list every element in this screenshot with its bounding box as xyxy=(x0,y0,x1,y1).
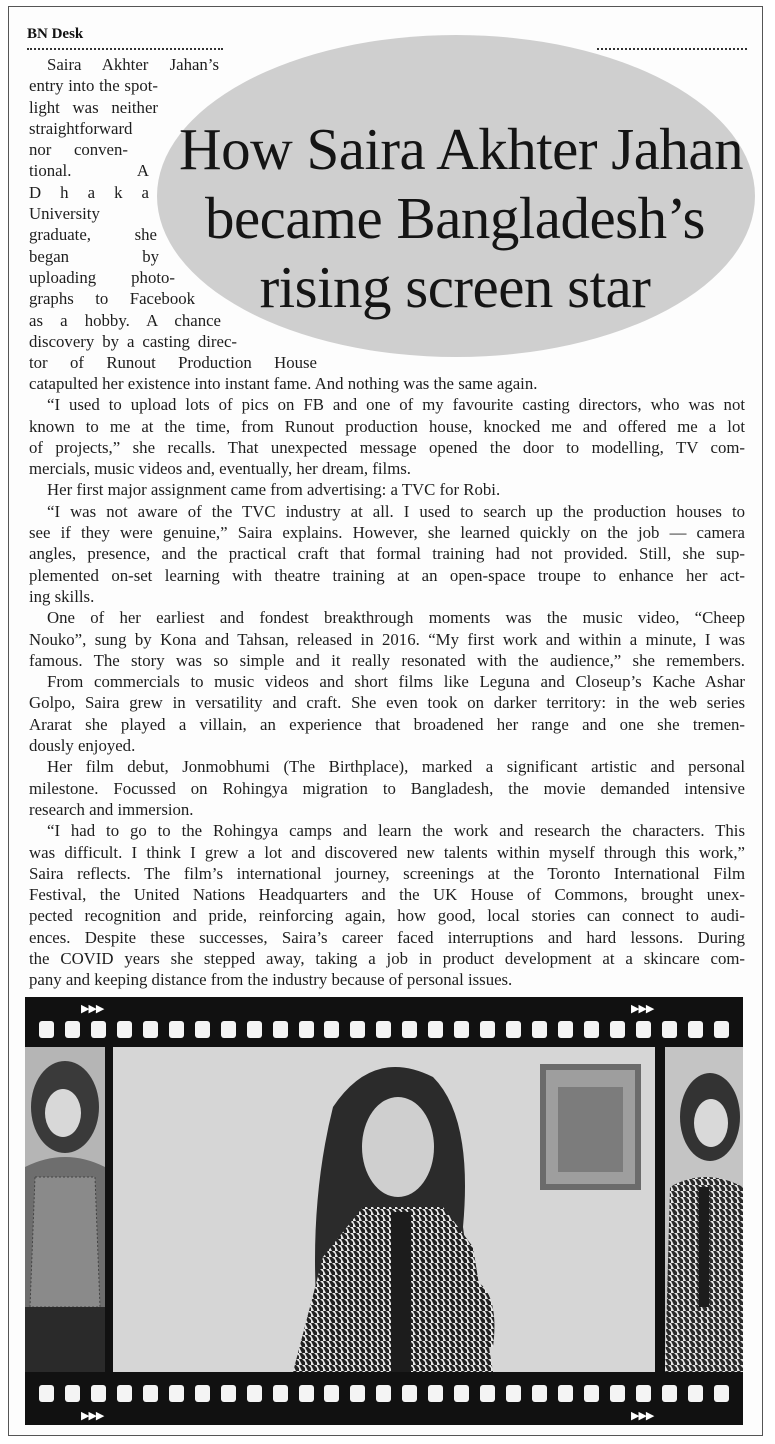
intro-line: graphs to Facebook xyxy=(29,289,195,309)
sprocket-hole xyxy=(299,1385,314,1402)
sprocket-hole xyxy=(402,1021,417,1038)
headline-line: became Bangladesh’s xyxy=(204,185,705,251)
sprocket-hole xyxy=(195,1021,210,1038)
sprocket-hole xyxy=(91,1021,106,1038)
sprocket-hole xyxy=(376,1021,391,1038)
sprocket-hole xyxy=(480,1021,495,1038)
body-line: ing skills. xyxy=(29,586,95,606)
sprocket-hole xyxy=(350,1385,365,1402)
sprocket-hole xyxy=(636,1385,651,1402)
sprocket-hole xyxy=(454,1021,469,1038)
body-line: “I was not aware of the TVC industry at all. I used to search up the production houses to xyxy=(47,501,745,521)
body-line: “I had to go to the Rohingya camps and learn the work and research the characters. This xyxy=(47,821,745,841)
body-line: Nouko”, sung by Kona and Tahsan, released in 2016. “My first work and within a minute, I was xyxy=(29,629,745,649)
photo-frame-left xyxy=(25,1047,105,1372)
intro-line: University xyxy=(29,204,100,224)
body-line: “I used to upload lots of pics on FB and one of my favourite casting directors, who was not xyxy=(47,395,745,415)
body-line: From commercials to music videos and short films like Leguna and Closeup’s Kache Ashar xyxy=(47,672,745,692)
sprocket-hole xyxy=(169,1021,184,1038)
sprocket-hole xyxy=(454,1385,469,1402)
sprocket-hole xyxy=(558,1021,573,1038)
body-line: Saira reflects. The film’s international journey, screenings at the Toronto International Film xyxy=(29,863,745,883)
sprocket-hole xyxy=(428,1021,443,1038)
sprocket-hole xyxy=(221,1385,236,1402)
sprocket-hole xyxy=(506,1385,521,1402)
body-line: Ararat she played a villain, an experience that broadened her range and one she tremen- xyxy=(29,714,745,734)
sprocket-hole xyxy=(610,1021,625,1038)
body-line: One of her earliest and fondest breakthrough moments was the music video, “Cheep xyxy=(47,608,745,628)
intro-line: straightforward xyxy=(29,118,133,138)
sprocket-hole xyxy=(714,1021,729,1038)
sprocket-hole xyxy=(299,1021,314,1038)
sprocket-hole xyxy=(532,1021,547,1038)
sprocket-hole xyxy=(636,1021,651,1038)
filmstrip-arrow-icon: ▶▶▶ xyxy=(81,1002,104,1015)
body-line: known to me at the time, from Runout production house, knocked me and offered me a lot xyxy=(29,416,745,436)
body-line: of projects,” she recalls. That unexpected message opened the door to modelling, TV com- xyxy=(29,437,745,457)
portrait-right-image xyxy=(665,1047,743,1372)
sprocket-hole xyxy=(428,1385,443,1402)
body-line: famous. The story was so simple and it really resonated with the audience,” she remembers. xyxy=(29,650,745,670)
portrait-main-image xyxy=(113,1047,655,1372)
body-line: ences. Despite these successes, Saira’s career faced interruptions and hard lessons. During xyxy=(29,927,745,947)
body-line: Her first major assignment came from advertising: a TVC for Robi. xyxy=(47,480,501,500)
intro-line: uploading photo- xyxy=(29,267,175,287)
intro-line: D h a k a xyxy=(29,182,149,202)
sprocket-hole xyxy=(117,1385,132,1402)
body-line: plemented on-set learning with theatre training at an open-space troupe to enhance her act- xyxy=(29,565,745,585)
byline-dotted-rule-left xyxy=(27,48,223,50)
sprocket-hole xyxy=(65,1385,80,1402)
sprocket-hole xyxy=(506,1021,521,1038)
intro-line: graduate, she xyxy=(29,225,157,245)
sprocket-hole xyxy=(402,1385,417,1402)
intro-line: nor conven- xyxy=(29,140,128,160)
sprocket-hole xyxy=(532,1385,547,1402)
sprocket-hole xyxy=(480,1385,495,1402)
sprocket-hole xyxy=(221,1021,236,1038)
intro-line: light was neither xyxy=(29,97,158,117)
sprocket-hole xyxy=(662,1021,677,1038)
intro-line: entry into the spot- xyxy=(29,76,158,96)
body-line: Her film debut, Jonmobhumi (The Birthplace), marked a significant artistic and personal xyxy=(47,757,745,777)
intro-line: tional. A xyxy=(29,161,149,181)
filmstrip-photo xyxy=(25,997,743,1425)
sprocket-hole xyxy=(247,1385,262,1402)
body-line: pany and keeping distance from the industry because of personal issues. xyxy=(29,970,513,990)
body-line: pected recognition and pride, reinforcing again, how good, local stories can connect to audi- xyxy=(29,906,745,926)
filmstrip-sprocket-row-top xyxy=(39,1021,729,1039)
filmstrip-arrow-icon: ▶▶▶ xyxy=(631,1409,654,1422)
article-body xyxy=(29,373,745,991)
body-line: milestone. Focussed on Rohingya migration to Bangladesh, the movie demanded intensive xyxy=(29,778,745,798)
sprocket-hole xyxy=(65,1021,80,1038)
photo-frame-main xyxy=(113,1047,655,1372)
sprocket-hole xyxy=(39,1021,54,1038)
sprocket-hole xyxy=(247,1021,262,1038)
body-line: Festival, the United Nations Headquarters and the UK House of Commons, brought unex- xyxy=(29,885,745,905)
sprocket-hole xyxy=(324,1385,339,1402)
newspaper-page xyxy=(8,6,763,1436)
intro-column xyxy=(29,54,317,373)
sprocket-hole xyxy=(143,1021,158,1038)
sprocket-hole xyxy=(688,1385,703,1402)
headline-line: rising screen star xyxy=(259,254,651,320)
sprocket-hole xyxy=(662,1385,677,1402)
sprocket-hole xyxy=(350,1021,365,1038)
sprocket-hole xyxy=(195,1385,210,1402)
byline: BN Desk xyxy=(27,26,84,42)
body-line: Golpo, Saira grew in versatility and craft. She even took on darker territory: in the web series xyxy=(29,693,745,713)
sprocket-hole xyxy=(584,1385,599,1402)
sprocket-hole xyxy=(584,1021,599,1038)
sprocket-hole xyxy=(376,1385,391,1402)
body-line: dously enjoyed. xyxy=(29,736,136,756)
body-line: see if they were genuine,” Saira explains. However, she learned quickly on the job — camera xyxy=(29,523,745,543)
headline-line: How Saira Akhter Jahan xyxy=(179,116,744,182)
intro-line: Saira Akhter Jahan’s xyxy=(47,55,219,74)
portrait-left-image xyxy=(25,1047,105,1372)
sprocket-hole xyxy=(117,1021,132,1038)
intro-line: tor of Runout Production House xyxy=(29,353,317,373)
sprocket-hole xyxy=(610,1385,625,1402)
photo-frame-right xyxy=(665,1047,743,1372)
sprocket-hole xyxy=(143,1385,158,1402)
intro-line: began by xyxy=(29,246,159,266)
body-line: the COVID years she stepped away, taking a job in product development at a skincare com- xyxy=(29,949,745,969)
body-line: was difficult. I think I grew a lot and discovered new talents within myself through this work,” xyxy=(29,842,745,862)
intro-line: as a hobby. A chance xyxy=(29,310,221,330)
byline-dotted-rule-right xyxy=(597,48,747,50)
intro-line: discovery by a casting direc- xyxy=(29,331,237,351)
filmstrip-sprocket-row-bottom xyxy=(39,1385,729,1403)
filmstrip-arrow-icon: ▶▶▶ xyxy=(81,1409,104,1422)
sprocket-hole xyxy=(714,1385,729,1402)
sprocket-hole xyxy=(39,1385,54,1402)
sprocket-hole xyxy=(688,1021,703,1038)
sprocket-hole xyxy=(558,1385,573,1402)
sprocket-hole xyxy=(91,1385,106,1402)
body-line: catapulted her existence into instant fame. And nothing was the same again. xyxy=(29,374,538,393)
sprocket-hole xyxy=(273,1021,288,1038)
filmstrip-arrow-icon: ▶▶▶ xyxy=(631,1002,654,1015)
body-line: angles, presence, and the practical craft that formal training had not provided. Still, she sup- xyxy=(29,544,745,564)
sprocket-hole xyxy=(169,1385,184,1402)
sprocket-hole xyxy=(324,1021,339,1038)
body-line: mercials, music videos and, eventually, her dream, films. xyxy=(29,459,411,479)
sprocket-hole xyxy=(273,1385,288,1402)
body-line: research and immersion. xyxy=(29,799,194,819)
